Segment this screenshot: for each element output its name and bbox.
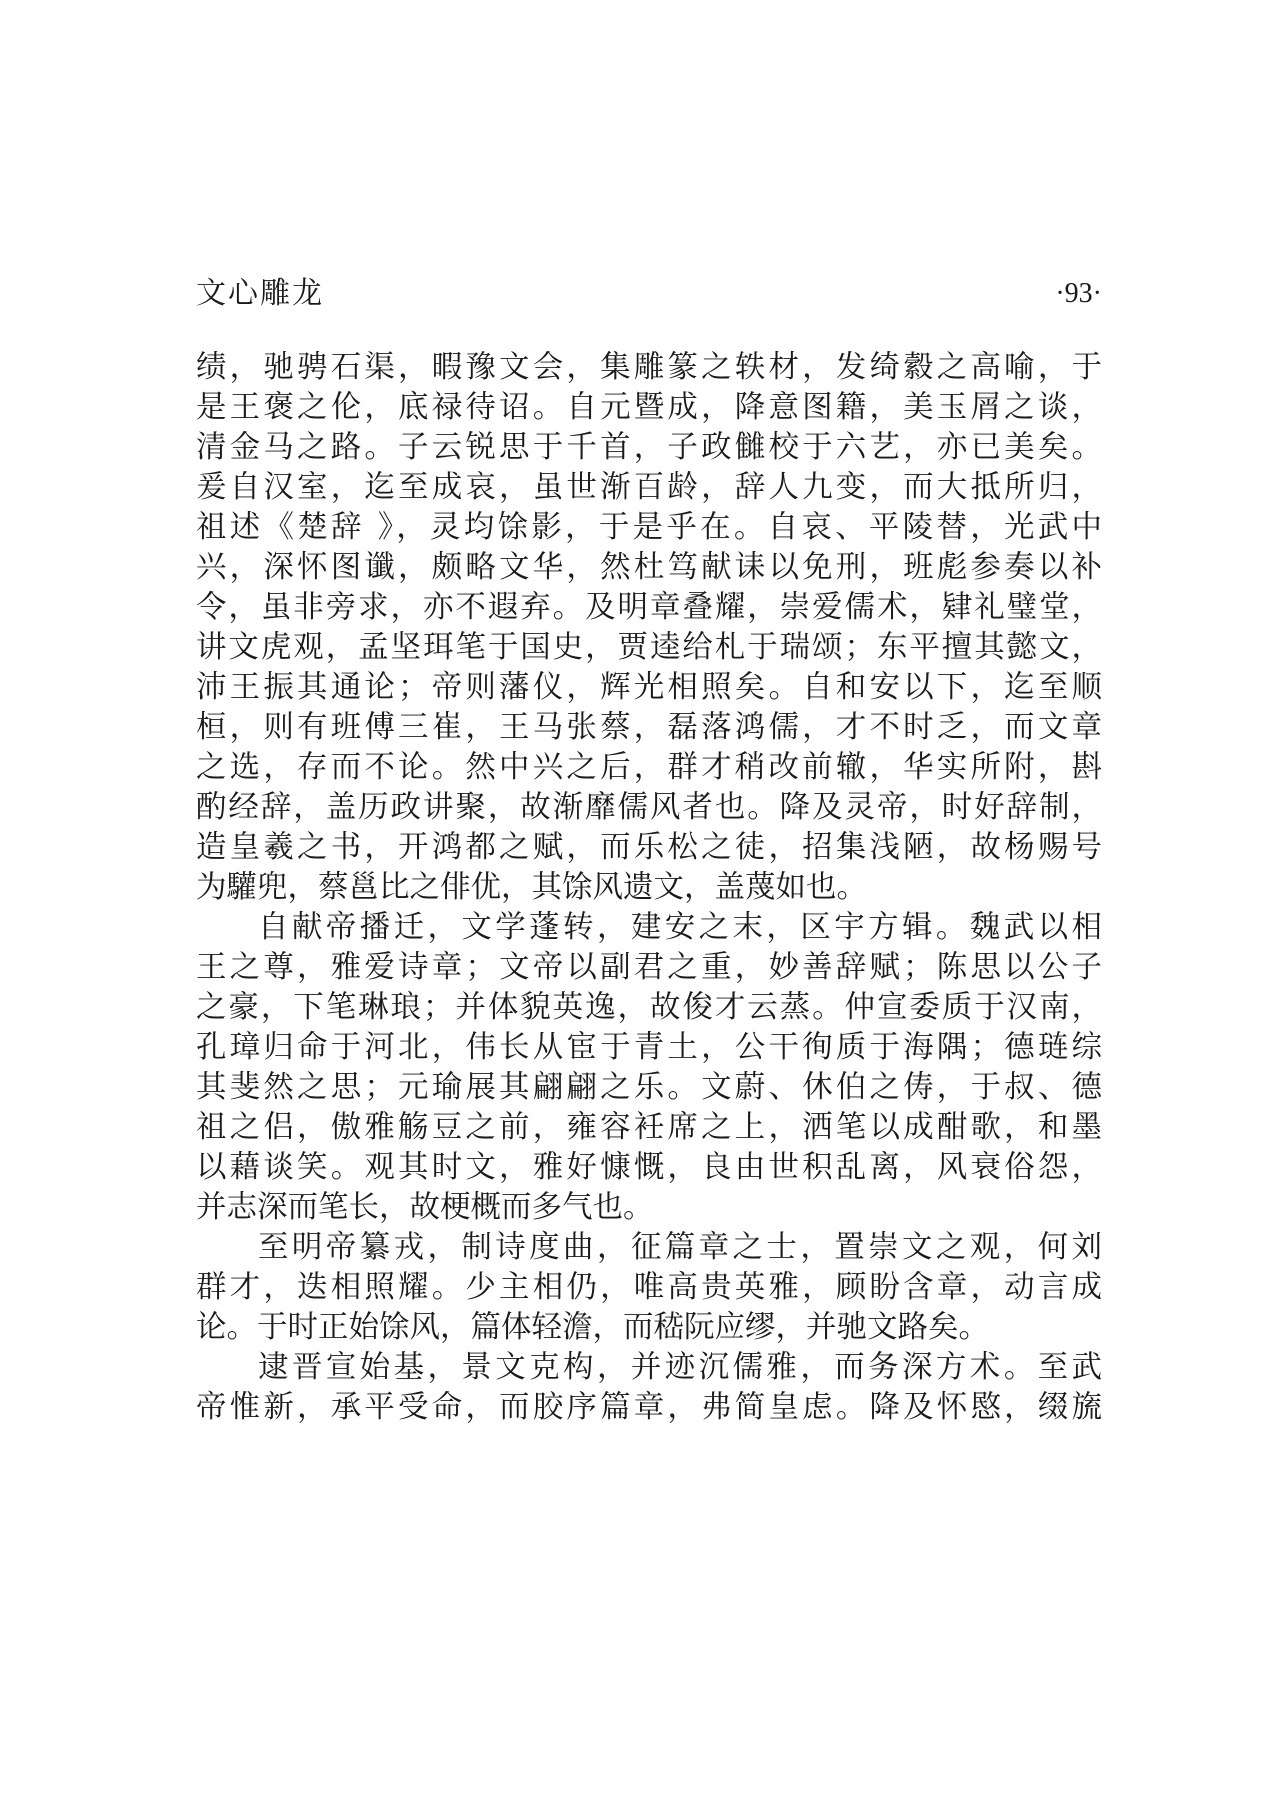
text-line: 其斐然之思；元瑜展其翩翩之乐。文蔚、休伯之俦，于叔、德 [196, 1070, 1102, 1105]
paragraph-2 [196, 908, 1102, 1228]
text-line: 为驩兜，蔡邕比之俳优，其馀风遗文，盖蔑如也。 [196, 870, 867, 905]
text-line: 是王褒之伦，底禄待诏。自元暨成，降意图籍，美玉屑之谈， [196, 390, 1102, 425]
text-line: 绩，驰骋石渠，暇豫文会，集雕篆之轶材，发绮縠之高喻，于 [196, 350, 1102, 385]
page-number: ·93· [1055, 278, 1102, 309]
text-line: 讲文虎观，孟坚珥笔于国史，贾逵给札于瑞颂；东平擅其懿文， [196, 630, 1102, 665]
text-line: 祖之侣，傲雅觞豆之前，雍容衽席之上，洒笔以成酣歌，和墨 [196, 1110, 1102, 1145]
text-line: 之选，存而不论。然中兴之后，群才稍改前辙，华实所附，斟 [196, 750, 1102, 785]
text-line: 桓，则有班傅三崔，王马张蔡，磊落鸿儒，才不时乏，而文章 [196, 710, 1102, 745]
text-line: 祖述《楚辞 》，灵均馀影，于是乎在。自哀、平陵替，光武中 [196, 510, 1102, 545]
paragraph-1 [196, 348, 1102, 908]
text-line: 造皇羲之书，开鸿都之赋，而乐松之徒，招集浅陋，故杨赐号 [196, 830, 1102, 865]
running-header [196, 270, 1102, 318]
text-line: 并志深而笔长，故梗概而多气也。 [196, 1190, 654, 1225]
paragraph-4 [196, 1348, 1102, 1428]
text-line: 至明帝纂戎，制诗度曲，征篇章之士，置崇文之观，何刘 [258, 1230, 1102, 1265]
text-line: 令，虽非旁求，亦不遐弃。及明章叠耀，崇爱儒术，肄礼璧堂， [196, 590, 1102, 625]
text-line: 孔璋归命于河北，伟长从宦于青土，公干徇质于海隅；德琏综 [196, 1030, 1102, 1065]
book-title: 文心雕龙 [196, 276, 324, 311]
paragraph-3 [196, 1228, 1102, 1348]
text-line: 爰自汉室，迄至成哀，虽世渐百龄，辞人九变，而大抵所归， [196, 470, 1102, 505]
text-line: 逮晋宣始基，景文克构，并迹沉儒雅，而务深方术。至武 [258, 1350, 1102, 1385]
text-line: 清金马之路。子云锐思于千首，子政雠校于六艺，亦已美矣。 [196, 430, 1102, 465]
body-text [196, 348, 1102, 1428]
text-line: 以藉谈笑。观其时文，雅好慷慨，良由世积乱离，风衰俗怨， [196, 1150, 1102, 1185]
text-line: 兴，深怀图谶，颇略文华，然杜笃献诔以免刑，班彪参奏以补 [196, 550, 1102, 585]
text-line: 王之尊，雅爱诗章；文帝以副君之重，妙善辞赋；陈思以公子 [196, 950, 1102, 985]
text-line: 群才，迭相照耀。少主相仍，唯高贵英雅，顾盼含章，动言成 [196, 1270, 1102, 1305]
text-line: 沛王振其通论；帝则藩仪，辉光相照矣。自和安以下，迄至顺 [196, 670, 1102, 705]
text-line: 帝惟新，承平受命，而胶序篇章，弗简皇虑。降及怀愍，缀旒 [196, 1390, 1102, 1425]
text-line: 之豪，下笔琳琅；并体貌英逸，故俊才云蒸。仲宣委质于汉南， [196, 990, 1102, 1025]
text-line: 论。于时正始馀风，篇体轻澹，而嵇阮应缪，并驰文路矣。 [196, 1310, 989, 1345]
page [196, 270, 1102, 1428]
text-line: 酌经辞，盖历政讲聚，故渐靡儒风者也。降及灵帝，时好辞制， [196, 790, 1102, 825]
text-line: 自献帝播迁，文学蓬转，建安之末，区宇方辑。魏武以相 [258, 910, 1102, 945]
